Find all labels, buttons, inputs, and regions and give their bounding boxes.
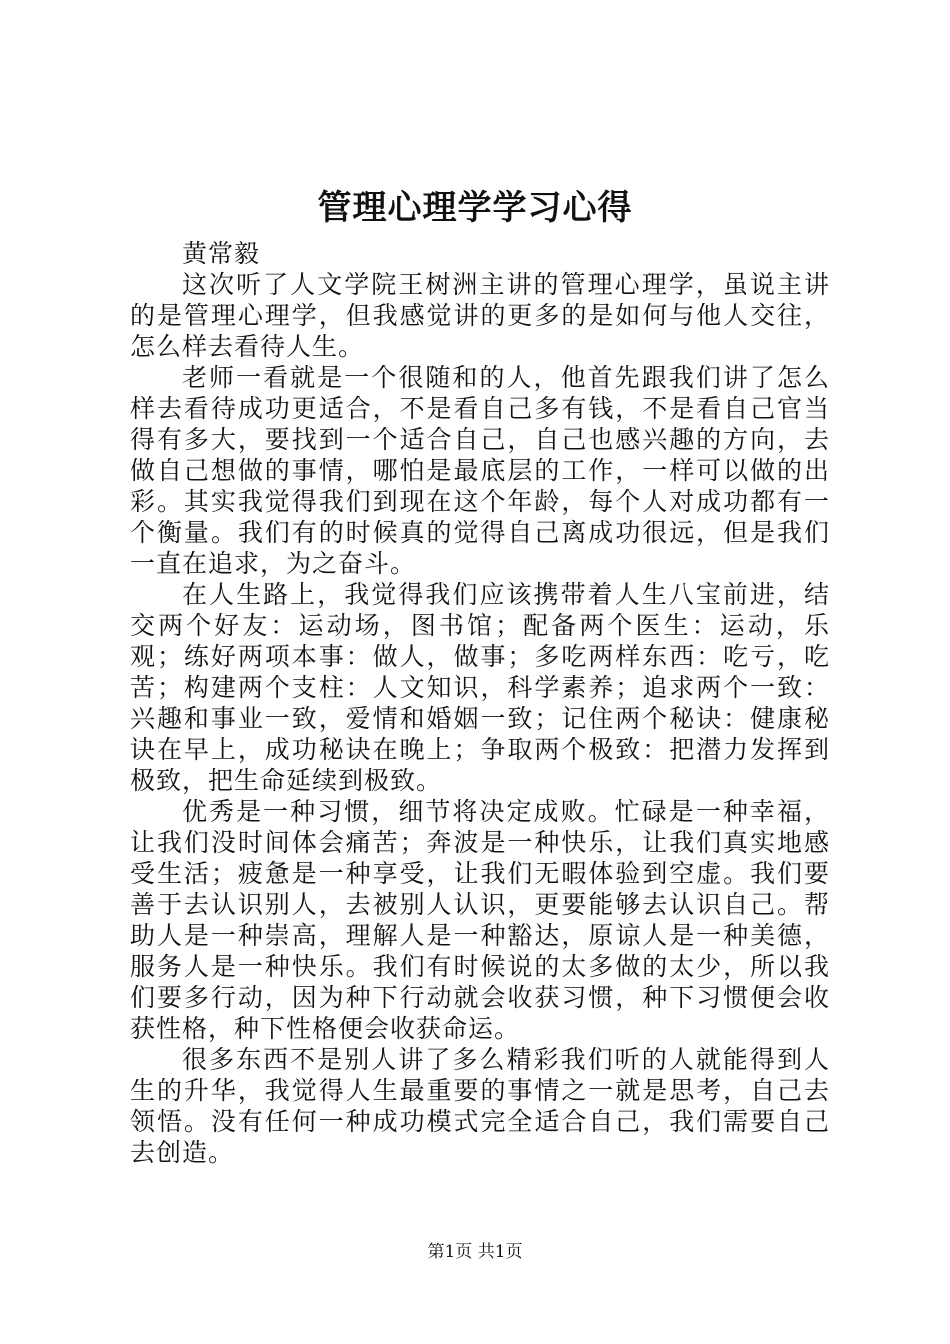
- document-title: 管理心理学学习心得: [317, 188, 633, 228]
- page-number-footer: 第1页 共1页: [427, 1242, 523, 1262]
- author-name: 黄常毅: [182, 239, 261, 268]
- paragraph-2: 老师一看就是一个很随和的人，他首先跟我们讲了怎么样去看待成功更适合，不是看自己多有钱，不是看自己官当得有多大，要找到一个适合自己，自己也感兴趣的方向，去做自己想做的事情，哪怕是最底层的工作，一样可以做的出彩。其实我觉得我们到现在这个年龄，每个人对成功都有一个衡量。我们有的时候真的觉得自己离成功很远，但是我们一直在追求，为之奋斗。: [130, 363, 830, 578]
- paragraph-3: 在人生路上，我觉得我们应该携带着人生八宝前进，结交两个好友：运动场，图书馆；配备两个医生：运动，乐观；练好两项本事：做人，做事；多吃两样东西：吃亏，吃苦；构建两个支柱：人文知识，科学素养；追求两个一致：兴趣和事业一致，爱情和婚姻一致；记住两个秘诀：健康秘诀在早上，成功秘诀在晚上；争取两个极致：把潜力发挥到极致，把生命延续到极致。: [130, 580, 830, 795]
- paragraph-4: 优秀是一种习惯，细节将决定成败。忙碌是一种幸福，让我们没时间体会痛苦；奔波是一种快乐，让我们真实地感受生活；疲惫是一种享受，让我们无暇体验到空虚。我们要善于去认识别人，去被别人认识，更要能够去认识自己。帮助人是一种崇高，理解人是一种豁达，原谅人是一种美德，服务人是一种快乐。我们有时候说的太多做的太少，所以我们要多行动，因为种下行动就会收获习惯，种下习惯便会收获性格，种下性格便会收获命运。: [130, 797, 830, 1043]
- paragraph-5: 很多东西不是别人讲了多么精彩我们听的人就能得到人生的升华，我觉得人生最重要的事情之一就是思考，自己去领悟。没有任何一种成功模式完全适合自己，我们需要自己去创造。: [130, 1045, 830, 1167]
- document-body: [130, 238, 830, 1168]
- paragraph-1: 这次听了人文学院王树洲主讲的管理心理学，虽说主讲的是管理心理学，但我感觉讲的更多的是如何与他人交往，怎么样去看待人生。: [130, 270, 830, 361]
